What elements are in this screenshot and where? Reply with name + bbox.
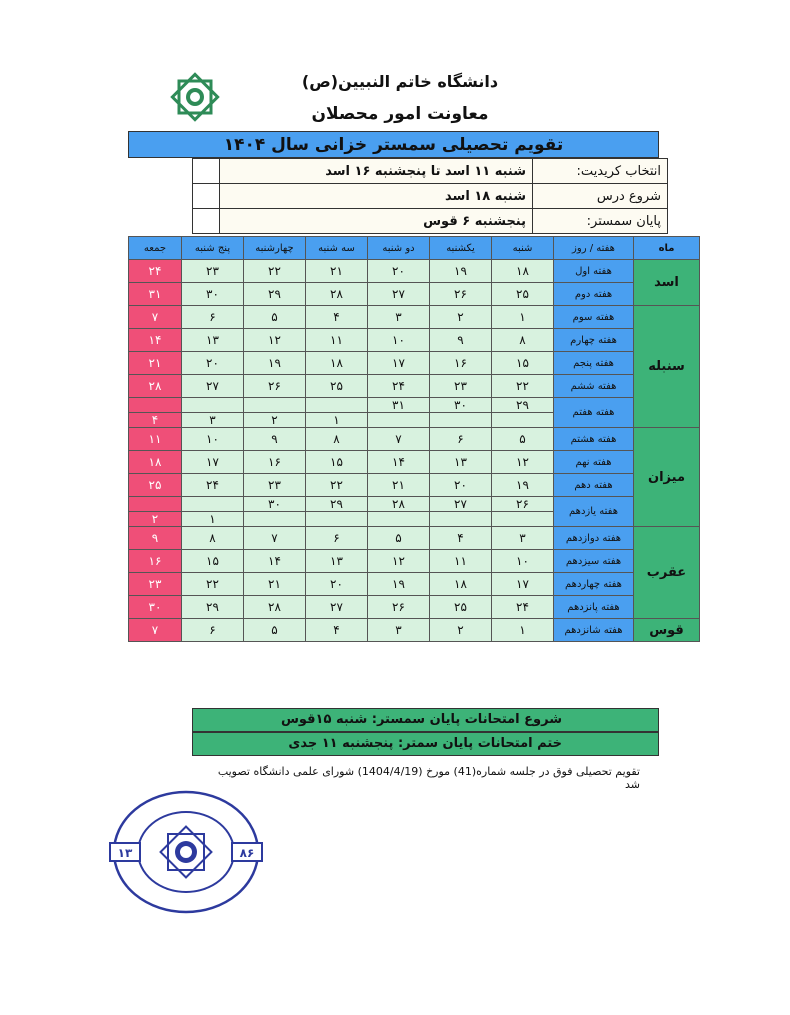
friday-cell: ۲۳ bbox=[129, 573, 182, 596]
week-column-header: هفته / روز bbox=[554, 237, 634, 260]
day-cell: ۲۶ bbox=[244, 375, 306, 398]
office-stamp bbox=[108, 787, 264, 917]
day-header: شنبه bbox=[492, 237, 554, 260]
day-cell bbox=[492, 413, 554, 428]
day-cell bbox=[306, 512, 368, 527]
friday-cell: ۷ bbox=[129, 619, 182, 642]
day-cell: ۱۵ bbox=[182, 550, 244, 573]
table-row bbox=[129, 550, 700, 573]
exam-start: شروع امتحانات پایان سمستر: شنبه ۱۵قوس bbox=[192, 708, 659, 732]
day-cell: ۱۵ bbox=[306, 451, 368, 474]
friday-cell: ۲۸ bbox=[129, 375, 182, 398]
day-cell: ۳ bbox=[492, 527, 554, 550]
day-cell: ۵ bbox=[244, 306, 306, 329]
week-label: هفته پنجم bbox=[554, 352, 634, 375]
table-row bbox=[129, 306, 700, 329]
day-cell: ۲۹ bbox=[492, 398, 554, 413]
day-cell: ۲ bbox=[244, 413, 306, 428]
day-cell bbox=[306, 398, 368, 413]
office-name: معاونت امور محصلان bbox=[311, 104, 489, 124]
university-name: دانشگاه خاتم النبیین(ص) bbox=[301, 72, 499, 91]
day-cell: ۱۲ bbox=[492, 451, 554, 474]
table-row bbox=[129, 398, 700, 413]
friday-cell: ۲۵ bbox=[129, 474, 182, 497]
day-cell bbox=[368, 413, 430, 428]
info-label: پایان سمستر: bbox=[533, 209, 668, 234]
day-cell: ۱۹ bbox=[492, 474, 554, 497]
day-cell: ۱۹ bbox=[244, 352, 306, 375]
day-header: سه شنبه bbox=[306, 237, 368, 260]
friday-cell bbox=[129, 398, 182, 413]
day-cell bbox=[430, 512, 492, 527]
month-cell: قوس bbox=[634, 619, 700, 642]
day-cell: ۴ bbox=[430, 527, 492, 550]
day-cell: ۲۹ bbox=[182, 596, 244, 619]
day-cell: ۸ bbox=[492, 329, 554, 352]
day-cell: ۱ bbox=[306, 413, 368, 428]
day-cell: ۲۰ bbox=[368, 260, 430, 283]
day-cell: ۱۴ bbox=[368, 451, 430, 474]
day-cell: ۱ bbox=[492, 619, 554, 642]
day-cell: ۲۲ bbox=[182, 573, 244, 596]
day-cell: ۳۰ bbox=[244, 497, 306, 512]
week-label: هفته اول bbox=[554, 260, 634, 283]
day-cell bbox=[182, 398, 244, 413]
day-cell: ۲۶ bbox=[368, 596, 430, 619]
day-cell: ۱۶ bbox=[244, 451, 306, 474]
day-cell: ۲۰ bbox=[182, 352, 244, 375]
day-cell: ۱۷ bbox=[182, 451, 244, 474]
day-header: دو شنبه bbox=[368, 237, 430, 260]
day-cell: ۸ bbox=[306, 428, 368, 451]
month-cell: میزان bbox=[634, 428, 700, 527]
day-header: چهارشنبه bbox=[244, 237, 306, 260]
day-cell: ۲۵ bbox=[492, 283, 554, 306]
day-cell: ۱۱ bbox=[430, 550, 492, 573]
day-cell: ۹ bbox=[430, 329, 492, 352]
day-cell: ۲۸ bbox=[244, 596, 306, 619]
header-row bbox=[129, 237, 700, 260]
info-label: انتخاب کریدیت: bbox=[533, 159, 668, 184]
day-header: جمعه bbox=[129, 237, 182, 260]
week-label: هفته هفتم bbox=[554, 398, 634, 428]
day-cell: ۵ bbox=[492, 428, 554, 451]
day-cell bbox=[430, 413, 492, 428]
week-label: هفته چهارم bbox=[554, 329, 634, 352]
day-cell: ۱۴ bbox=[244, 550, 306, 573]
day-cell: ۱۹ bbox=[430, 260, 492, 283]
info-value: شنبه ۱۸ اسد bbox=[220, 184, 533, 209]
friday-cell: ۲۱ bbox=[129, 352, 182, 375]
week-label: هفته دوازدهم bbox=[554, 527, 634, 550]
week-label: هفته دهم bbox=[554, 474, 634, 497]
table-row bbox=[129, 497, 700, 512]
exam-end: ختم امتحانات پایان سمتر: پنجشنبه ۱۱ جدی bbox=[192, 732, 659, 756]
day-cell: ۱۷ bbox=[492, 573, 554, 596]
day-cell: ۱۲ bbox=[244, 329, 306, 352]
day-cell: ۲۳ bbox=[430, 375, 492, 398]
info-spacer bbox=[193, 209, 220, 234]
week-label: هفته شانزدهم bbox=[554, 619, 634, 642]
day-cell: ۲۷ bbox=[368, 283, 430, 306]
approval-note: تقویم تحصیلی فوق در جلسه شماره(41) مورخ (1404/4/19) شورای علمی دانشگاه تصویب شد bbox=[217, 765, 640, 791]
friday-cell: ۱۸ bbox=[129, 451, 182, 474]
day-cell bbox=[368, 512, 430, 527]
day-cell: ۳ bbox=[182, 413, 244, 428]
day-cell: ۲۰ bbox=[306, 573, 368, 596]
friday-cell: ۲ bbox=[129, 512, 182, 527]
day-cell: ۲۵ bbox=[306, 375, 368, 398]
info-spacer bbox=[193, 159, 220, 184]
friday-cell: ۴ bbox=[129, 413, 182, 428]
month-cell: سنبله bbox=[634, 306, 700, 428]
day-cell bbox=[492, 512, 554, 527]
friday-cell: ۱۶ bbox=[129, 550, 182, 573]
day-cell: ۶ bbox=[430, 428, 492, 451]
day-cell: ۳۰ bbox=[182, 283, 244, 306]
day-cell: ۲۷ bbox=[182, 375, 244, 398]
table-row bbox=[129, 527, 700, 550]
day-cell bbox=[244, 398, 306, 413]
day-cell: ۵ bbox=[368, 527, 430, 550]
week-label: هفته هشتم bbox=[554, 428, 634, 451]
day-cell: ۱۷ bbox=[368, 352, 430, 375]
week-label: هفته سیزدهم bbox=[554, 550, 634, 573]
table-row bbox=[129, 329, 700, 352]
day-cell: ۲۰ bbox=[430, 474, 492, 497]
table-row bbox=[129, 596, 700, 619]
friday-cell bbox=[129, 497, 182, 512]
day-cell: ۷ bbox=[244, 527, 306, 550]
table-row bbox=[129, 474, 700, 497]
week-label: هفته پانزدهم bbox=[554, 596, 634, 619]
day-cell: ۱ bbox=[492, 306, 554, 329]
day-cell: ۲۷ bbox=[306, 596, 368, 619]
month-cell: اسد bbox=[634, 260, 700, 306]
info-row bbox=[193, 184, 668, 209]
day-cell: ۸ bbox=[182, 527, 244, 550]
day-cell bbox=[182, 497, 244, 512]
day-cell: ۶ bbox=[182, 306, 244, 329]
table-row bbox=[129, 283, 700, 306]
day-cell: ۶ bbox=[182, 619, 244, 642]
table-row bbox=[129, 619, 700, 642]
day-cell: ۳ bbox=[368, 306, 430, 329]
week-label: هفته سوم bbox=[554, 306, 634, 329]
friday-cell: ۱۴ bbox=[129, 329, 182, 352]
day-cell: ۲۸ bbox=[368, 497, 430, 512]
table-row bbox=[129, 375, 700, 398]
academic-calendar-table bbox=[128, 236, 700, 642]
day-cell: ۹ bbox=[244, 428, 306, 451]
day-cell: ۱۸ bbox=[430, 573, 492, 596]
day-cell: ۱۹ bbox=[368, 573, 430, 596]
friday-cell: ۳۰ bbox=[129, 596, 182, 619]
day-header: یکشنبه bbox=[430, 237, 492, 260]
week-label: هفته دوم bbox=[554, 283, 634, 306]
stamp-right-number: ۸۶ bbox=[239, 846, 255, 860]
day-cell: ۱۰ bbox=[368, 329, 430, 352]
day-cell: ۳۰ bbox=[430, 398, 492, 413]
calendar-title: تقویم تحصیلی سمستر خزانی سال ۱۴۰۴ bbox=[128, 131, 659, 158]
day-cell: ۲۲ bbox=[244, 260, 306, 283]
day-cell: ۳ bbox=[368, 619, 430, 642]
day-cell: ۲۲ bbox=[492, 375, 554, 398]
day-cell: ۱۳ bbox=[182, 329, 244, 352]
week-label: هفته چهاردهم bbox=[554, 573, 634, 596]
info-value: شنبه ۱۱ اسد تا پنجشنبه ۱۶ اسد bbox=[220, 159, 533, 184]
week-label: هفته ششم bbox=[554, 375, 634, 398]
month-column-header: ماه bbox=[634, 237, 700, 260]
day-cell: ۳۱ bbox=[368, 398, 430, 413]
month-cell: عقرب bbox=[634, 527, 700, 619]
day-cell: ۲۴ bbox=[492, 596, 554, 619]
day-cell: ۶ bbox=[306, 527, 368, 550]
day-cell: ۱۸ bbox=[306, 352, 368, 375]
week-label: هفته نهم bbox=[554, 451, 634, 474]
day-cell: ۱ bbox=[182, 512, 244, 527]
day-cell: ۱۸ bbox=[492, 260, 554, 283]
friday-cell: ۳۱ bbox=[129, 283, 182, 306]
info-row bbox=[193, 159, 668, 184]
friday-cell: ۱۱ bbox=[129, 428, 182, 451]
day-cell: ۱۳ bbox=[430, 451, 492, 474]
table-row bbox=[129, 428, 700, 451]
university-logo bbox=[162, 72, 228, 122]
day-cell: ۲۱ bbox=[368, 474, 430, 497]
day-cell: ۲۱ bbox=[306, 260, 368, 283]
day-cell: ۴ bbox=[306, 306, 368, 329]
day-header: پنج شنبه bbox=[182, 237, 244, 260]
day-cell: ۲۷ bbox=[430, 497, 492, 512]
info-row bbox=[193, 209, 668, 234]
info-value: پنجشنبه ۶ قوس bbox=[220, 209, 533, 234]
day-cell: ۵ bbox=[244, 619, 306, 642]
day-cell: ۲۱ bbox=[244, 573, 306, 596]
day-cell: ۲۸ bbox=[306, 283, 368, 306]
day-cell: ۲۹ bbox=[306, 497, 368, 512]
info-label: شروع درس bbox=[533, 184, 668, 209]
table-row bbox=[129, 260, 700, 283]
day-cell: ۴ bbox=[306, 619, 368, 642]
day-cell: ۲۳ bbox=[182, 260, 244, 283]
day-cell: ۲ bbox=[430, 306, 492, 329]
stamp-left-number: ۱۳ bbox=[117, 846, 133, 860]
day-cell: ۱۳ bbox=[306, 550, 368, 573]
day-cell: ۲ bbox=[430, 619, 492, 642]
day-cell: ۱۲ bbox=[368, 550, 430, 573]
registration-info bbox=[192, 158, 668, 234]
table-row bbox=[129, 352, 700, 375]
day-cell: ۲۹ bbox=[244, 283, 306, 306]
day-cell: ۲۳ bbox=[244, 474, 306, 497]
info-spacer bbox=[193, 184, 220, 209]
day-cell: ۲۴ bbox=[182, 474, 244, 497]
day-cell: ۲۲ bbox=[306, 474, 368, 497]
day-cell: ۱۱ bbox=[306, 329, 368, 352]
week-label: هفته یازدهم bbox=[554, 497, 634, 527]
friday-cell: ۷ bbox=[129, 306, 182, 329]
day-cell: ۱۰ bbox=[182, 428, 244, 451]
day-cell: ۷ bbox=[368, 428, 430, 451]
friday-cell: ۲۴ bbox=[129, 260, 182, 283]
table-row bbox=[129, 573, 700, 596]
day-cell: ۲۶ bbox=[492, 497, 554, 512]
day-cell bbox=[244, 512, 306, 527]
day-cell: ۱۶ bbox=[430, 352, 492, 375]
day-cell: ۲۴ bbox=[368, 375, 430, 398]
day-cell: ۲۶ bbox=[430, 283, 492, 306]
day-cell: ۲۵ bbox=[430, 596, 492, 619]
day-cell: ۱۰ bbox=[492, 550, 554, 573]
day-cell: ۱۵ bbox=[492, 352, 554, 375]
friday-cell: ۹ bbox=[129, 527, 182, 550]
table-row bbox=[129, 451, 700, 474]
